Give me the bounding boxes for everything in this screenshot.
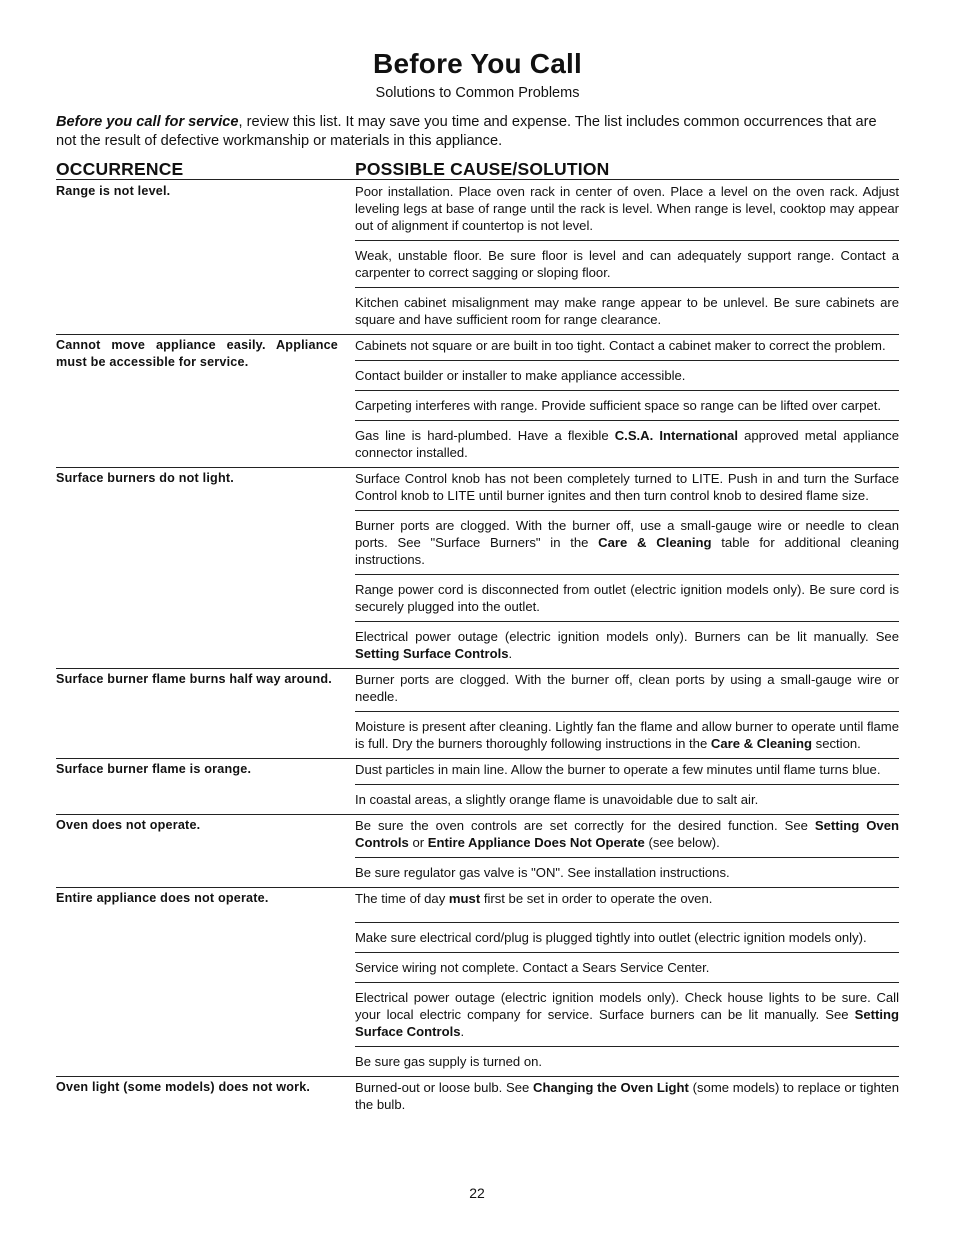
solution-item: Burner ports are clogged. With the burner off, clean ports by using a small-gauge wire or needle. [355,672,899,704]
table-row [56,467,899,668]
solution-item: In coastal areas, a slightly orange flame is unavoidable due to salt air. [355,784,899,814]
troubleshooting-table [56,181,899,1119]
occurrence-cell: Surface burner flame is orange. [56,762,252,776]
occurrence-cell: Surface burner flame burns half way around. [56,672,332,686]
occurrence-cell: Entire appliance does not operate. [56,891,269,905]
occurrence-cell: Range is not level. [56,184,171,198]
intro-paragraph [56,113,899,151]
solutions-cell [355,181,899,334]
solutions-cell [355,468,899,668]
solution-item: Be sure gas supply is turned on. [355,1046,899,1076]
solution-item: Burner ports are clogged. With the burner off, use a small-gauge wire or needle to clean ports. See "Surface Burners" in the Care & Cleaning table for additional cleaning instructions. [355,510,899,574]
table-header [56,159,899,180]
table-row [56,758,899,814]
solution-item: Electrical power outage (electric ignition models only). Burners can be lit manually. See Setting Surface Controls. [355,621,899,668]
solutions-cell [355,759,899,814]
solution-item: Weak, unstable floor. Be sure floor is level and can adequately support range. Contact a carpenter to correct sagging or sloping floor. [355,240,899,287]
solution-item: Gas line is hard-plumbed. Have a flexible C.S.A. International approved metal appliance connector installed. [355,420,899,467]
solution-item: Burned-out or loose bulb. See Changing the Oven Light (some models) to replace or tighten the bulb. [355,1080,899,1112]
solutions-cell [355,1077,899,1119]
solution-item: Surface Control knob has not been completely turned to LITE. Push in and turn the Surface Control knob to LITE until burner ignites and then turn control knob to desired flame size. [355,471,899,503]
occurrence-cell: Surface burners do not light. [56,471,234,485]
table-row [56,1076,899,1119]
solution-item: Cabinets not square or are built in too tight. Contact a cabinet maker to correct the problem. [355,338,886,353]
page-subtitle: Solutions to Common Problems [375,85,580,101]
solution-item: Contact builder or installer to make appliance accessible. [355,360,899,390]
occurrence-header: OCCURRENCE [56,159,184,179]
table-row [56,181,899,334]
solution-item: The time of day must first be set in order to operate the oven. [355,891,713,906]
solutions-cell [355,888,899,1076]
intro-text: , review this list. It may save you time and expense. The list includes common occurrences that are not the result of defective workmanship or materials in this appliance. [56,114,877,149]
solution-item: Range power cord is disconnected from outlet (electric ignition models only). Be sure cord is securely plugged into the outlet. [355,574,899,621]
table-row [56,887,899,1076]
solutions-cell [355,335,899,467]
solution-item: Moisture is present after cleaning. Lightly fan the flame and allow burner to operate until flame is full. Dry the burners thoroughly following instructions in the Care & Cleaning section. [355,711,899,758]
solutions-cell [355,669,899,758]
solutions-cell [355,815,899,887]
solution-item: Kitchen cabinet misalignment may make range appear to be unlevel. Be sure cabinets are square and have sufficient room for range clearance. [355,287,899,334]
table-row [56,668,899,758]
table-row [56,814,899,887]
solution-item: Be sure regulator gas valve is "ON". See installation instructions. [355,857,899,887]
occurrence-cell: Cannot move appliance easily. Appliance must be accessible for service. [56,338,338,369]
solution-item: Carpeting interferes with range. Provide sufficient space so range can be lifted over carpet. [355,390,899,420]
page-number: 22 [469,1185,485,1201]
page-title: Before You Call [373,48,582,79]
solution-item: Poor installation. Place oven rack in center of oven. Place a level on the oven rack. Adjust leveling legs at base of range until the rack is level. When range is level, cooktop may appear out of alignment if countertop is not level. [355,184,899,233]
occurrence-cell: Oven does not operate. [56,818,201,832]
table-row [56,334,899,467]
occurrence-cell: Oven light (some models) does not work. [56,1080,311,1094]
solution-item: Service wiring not complete. Contact a Sears Service Center. [355,952,899,982]
solution-item: Dust particles in main line. Allow the burner to operate a few minutes until flame turns blue. [355,762,881,777]
solution-header: POSSIBLE CAUSE/SOLUTION [355,159,610,179]
intro-lead: Before you call for service [56,114,239,130]
solution-item: Make sure electrical cord/plug is plugged tightly into outlet (electric ignition models only). [355,922,899,952]
solution-item: Be sure the oven controls are set correctly for the desired function. See Setting Oven Controls or Entire Appliance Does Not Operate (see below). [355,818,899,850]
solution-item: Electrical power outage (electric ignition models only). Check house lights to be sure. Call your local electric company for service. Surface burners can be lit manually. See Setting Surface Controls. [355,982,899,1046]
